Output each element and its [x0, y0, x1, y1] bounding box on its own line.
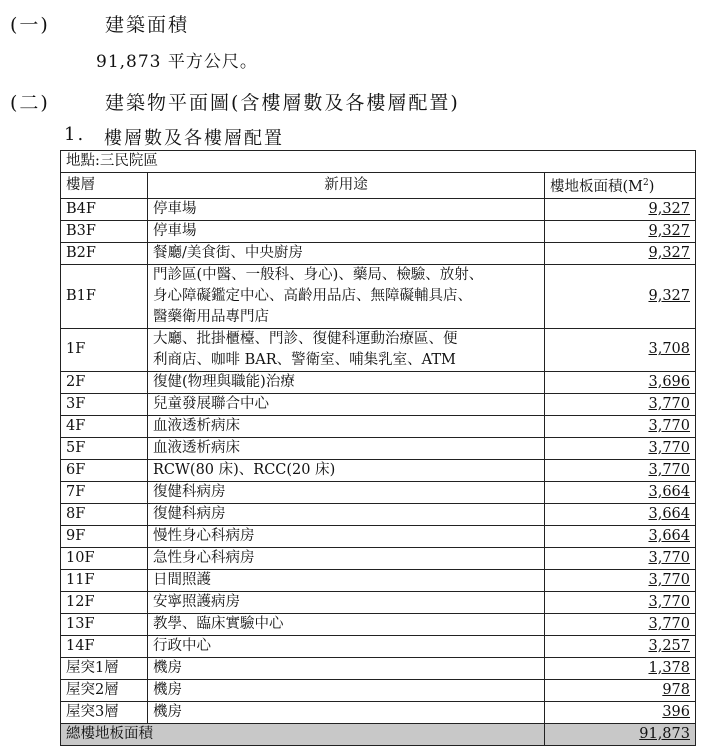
area-cell: [545, 459, 696, 481]
area-cell: [545, 198, 696, 220]
use-cell: [148, 328, 545, 371]
area-cell: [545, 328, 696, 371]
use-cell: 復健(物理與職能)治療: [148, 371, 545, 393]
use-line: 利商店、咖啡 BAR、警衛室、哺集乳室、ATM: [153, 351, 456, 368]
table-row: [61, 371, 696, 393]
table-row: [61, 525, 696, 547]
table-row: [61, 264, 696, 328]
area-value: 3,770: [648, 395, 690, 412]
area-value: 9,327: [648, 244, 690, 261]
table-row: [61, 242, 696, 264]
area-cell: [545, 701, 696, 723]
floor-cell: B3F: [61, 220, 148, 242]
section-1-title: 建築面積: [105, 14, 190, 36]
floor-cell: 屋突2層: [61, 679, 148, 701]
use-cell: 行政中心: [148, 635, 545, 657]
area-cell: [545, 242, 696, 264]
area-cell: [545, 264, 696, 328]
total-area-cell: [545, 723, 696, 745]
use-line: 身心障礙鑑定中心、高齡用品店、無障礙輔具店、: [153, 287, 472, 304]
area-cell: [545, 657, 696, 679]
use-cell: 停車場: [148, 220, 545, 242]
use-cell: 機房: [148, 701, 545, 723]
location-row: [61, 151, 696, 173]
floor-cell: 4F: [61, 415, 148, 437]
area-value: 396: [662, 703, 690, 720]
table-row: [61, 415, 696, 437]
area-value: 3,770: [648, 439, 690, 456]
use-cell: RCW(80 床)、RCC(20 床): [148, 459, 545, 481]
table-row: [61, 547, 696, 569]
area-value: 3,770: [648, 417, 690, 434]
use-cell: 機房: [148, 657, 545, 679]
area-value: 9,327: [648, 200, 690, 217]
header-area-sup: 2: [643, 178, 649, 188]
area-cell: [545, 679, 696, 701]
area-value: 978: [662, 681, 690, 698]
use-line: 大廳、批掛櫃檯、門診、復健科運動治療區、便: [153, 330, 458, 347]
header-row: [61, 173, 696, 199]
floor-cell: 10F: [61, 547, 148, 569]
floor-cell: 8F: [61, 503, 148, 525]
area-cell: [545, 591, 696, 613]
table-row: [61, 481, 696, 503]
header-area-text: 樓地板面積(M: [550, 178, 644, 195]
area-value: 3,664: [648, 505, 690, 522]
floor-cell: 12F: [61, 591, 148, 613]
floor-cell: 9F: [61, 525, 148, 547]
table-row: [61, 198, 696, 220]
header-area: [545, 173, 696, 199]
floor-cell: 屋突3層: [61, 701, 148, 723]
use-line: 醫藥衛用品專門店: [153, 308, 269, 325]
area-value: 3,664: [648, 483, 690, 500]
table-row: [61, 437, 696, 459]
area-value: 9,327: [648, 287, 690, 304]
floor-cell: 2F: [61, 371, 148, 393]
area-value: 3,770: [648, 593, 690, 610]
table-row: [61, 393, 696, 415]
floor-cell: 5F: [61, 437, 148, 459]
total-area-value: 91,873: [639, 725, 690, 742]
table-row: [61, 613, 696, 635]
use-cell: 復健科病房: [148, 481, 545, 503]
area-value: 3,664: [648, 527, 690, 544]
header-area-close: ): [648, 178, 655, 195]
area-value: 3,708: [648, 341, 690, 358]
subsection-number: 1.: [64, 124, 86, 145]
area-cell: [545, 393, 696, 415]
floor-cell: 13F: [61, 613, 148, 635]
floor-cell: 11F: [61, 569, 148, 591]
area-value: 3,696: [648, 373, 690, 390]
area-cell: [545, 525, 696, 547]
section-2-title: 建築物平面圖(含樓層數及各樓層配置): [105, 92, 460, 114]
floor-cell: 1F: [61, 328, 148, 371]
use-cell: 日間照護: [148, 569, 545, 591]
area-value: 3,770: [648, 461, 690, 478]
table-row: [61, 503, 696, 525]
use-cell: 餐廳/美食街、中央廚房: [148, 242, 545, 264]
building-area-value: 91,873 平方公尺。: [96, 52, 258, 72]
subsection-title: 樓層數及各樓層配置: [104, 128, 284, 149]
section-2-number: (二): [10, 92, 50, 114]
floor-cell: B4F: [61, 198, 148, 220]
area-value: 9,327: [648, 222, 690, 239]
area-value: 3,770: [648, 549, 690, 566]
area-cell: [545, 547, 696, 569]
table-row: [61, 591, 696, 613]
area-cell: [545, 503, 696, 525]
floor-cell: 6F: [61, 459, 148, 481]
use-cell: 血液透析病床: [148, 415, 545, 437]
floor-cell: 3F: [61, 393, 148, 415]
area-value: 3,770: [648, 615, 690, 632]
area-cell: [545, 220, 696, 242]
table-row: [61, 635, 696, 657]
use-cell: 停車場: [148, 198, 545, 220]
use-cell: 急性身心科病房: [148, 547, 545, 569]
table-row: [61, 569, 696, 591]
floor-cell: 14F: [61, 635, 148, 657]
use-cell: 慢性身心科病房: [148, 525, 545, 547]
total-label: 總樓地板面積: [61, 723, 545, 745]
table-row: [61, 657, 696, 679]
area-cell: [545, 481, 696, 503]
area-value: 1,378: [648, 659, 690, 676]
use-cell: 血液透析病床: [148, 437, 545, 459]
area-cell: [545, 635, 696, 657]
use-cell: 教學、臨床實驗中心: [148, 613, 545, 635]
floor-cell: B1F: [61, 264, 148, 328]
floor-cell: 7F: [61, 481, 148, 503]
table-row: [61, 328, 696, 371]
floor-cell: B2F: [61, 242, 148, 264]
header-floor: 樓層: [61, 173, 148, 199]
use-cell: 機房: [148, 679, 545, 701]
floor-cell: 屋突1層: [61, 657, 148, 679]
area-cell: [545, 371, 696, 393]
use-cell: [148, 264, 545, 328]
header-use: 新用途: [148, 173, 545, 199]
area-cell: [545, 613, 696, 635]
use-line: 門診區(中醫、一般科、身心)、藥局、檢驗、放射、: [153, 266, 484, 283]
location-label: 地點:三民院區: [61, 151, 696, 173]
use-cell: 安寧照護病房: [148, 591, 545, 613]
total-row: [61, 723, 696, 745]
use-cell: 復健科病房: [148, 503, 545, 525]
section-1-number: (一): [10, 14, 50, 36]
area-value: 3,257: [648, 637, 690, 654]
area-cell: [545, 415, 696, 437]
table-row: [61, 459, 696, 481]
table-row: [61, 220, 696, 242]
area-value: 3,770: [648, 571, 690, 588]
table-row: [61, 701, 696, 723]
floor-allocation-table: [60, 150, 696, 746]
use-cell: 兒童發展聯合中心: [148, 393, 545, 415]
table-row: [61, 679, 696, 701]
area-cell: [545, 437, 696, 459]
area-cell: [545, 569, 696, 591]
